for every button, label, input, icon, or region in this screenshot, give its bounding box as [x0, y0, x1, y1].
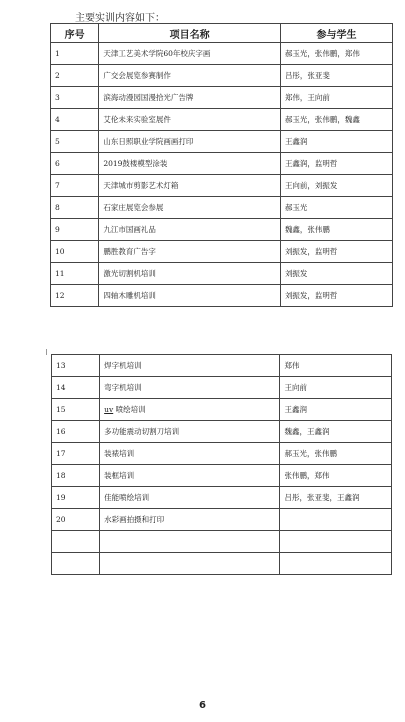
- cell-students: [280, 531, 392, 553]
- cell-students: 王向前，刘振发: [280, 175, 392, 197]
- table-row: [51, 65, 393, 87]
- table-row: [51, 263, 393, 285]
- cell-project-name: 山东日照职业学院画画打印: [99, 131, 281, 153]
- cell-students: 刘振发，监明哲: [280, 241, 392, 263]
- cell-index: 20: [52, 509, 100, 531]
- cell-index: 7: [51, 175, 99, 197]
- cell-index: 1: [51, 43, 99, 65]
- cell-students: 郝玉光，张伟鹏，郑伟: [280, 43, 392, 65]
- table-row: [52, 355, 392, 377]
- cell-project-name: 天津城市剪影艺术灯箱: [99, 175, 281, 197]
- cell-index: 3: [51, 87, 99, 109]
- cell-index: 18: [52, 465, 100, 487]
- table-row: [51, 197, 393, 219]
- cell-project-name: 滨海动漫园国漫拾光广告牌: [99, 87, 281, 109]
- table-row: [52, 421, 392, 443]
- page-break-mark: [46, 349, 47, 355]
- cell-index: [52, 531, 100, 553]
- cell-index: 8: [51, 197, 99, 219]
- table-row: [52, 399, 392, 421]
- cell-project-name: 佳能喷绘培训: [100, 487, 280, 509]
- cell-index: 14: [52, 377, 100, 399]
- cell-students: 郑伟: [280, 355, 392, 377]
- table-row: [52, 377, 392, 399]
- cell-students: [280, 553, 392, 575]
- cell-project-name: 激光切割机培训: [99, 263, 281, 285]
- table-row: [51, 219, 393, 241]
- cell-index: 10: [51, 241, 99, 263]
- cell-students: 王鑫润，监明哲: [280, 153, 392, 175]
- cell-index: 17: [52, 443, 100, 465]
- table2-body: [52, 355, 392, 575]
- cell-students: 郝玉光: [280, 197, 392, 219]
- table-row: [51, 109, 393, 131]
- cell-index: 4: [51, 109, 99, 131]
- cell-students: [280, 509, 392, 531]
- cell-project-name: 装框培训: [100, 465, 280, 487]
- table-row: [52, 443, 392, 465]
- table-row: [52, 509, 392, 531]
- cell-students: 郝玉光，张伟鹏: [280, 443, 392, 465]
- cell-index: [52, 553, 100, 575]
- intro-text: 主要实训内容如下：: [75, 13, 165, 24]
- cell-project-name: 水彩画拍摄和打印: [100, 509, 280, 531]
- cell-students: 郑伟，王向前: [280, 87, 392, 109]
- cell-students: 王鑫润: [280, 399, 392, 421]
- cell-index: 5: [51, 131, 99, 153]
- header-students: 参与学生: [280, 24, 392, 43]
- cell-students: 刘振发，监明哲: [280, 285, 392, 307]
- table-row: [51, 241, 393, 263]
- table-row: [52, 465, 392, 487]
- cell-students: 张伟鹏，郑伟: [280, 465, 392, 487]
- table-row: [51, 175, 393, 197]
- table-row: [52, 553, 392, 575]
- cell-project-name: 2019鼓楼模型涂装: [99, 153, 281, 175]
- cell-project-name: 鹏胜教育广告字: [99, 241, 281, 263]
- cell-project-name: 弯字机培训: [100, 377, 280, 399]
- page-number: 6: [199, 700, 206, 711]
- cell-index: 12: [51, 285, 99, 307]
- table-row: [52, 531, 392, 553]
- cell-project-name: 广交会展览参赛制作: [99, 65, 281, 87]
- table-row: [51, 153, 393, 175]
- cell-project-name: [100, 553, 280, 575]
- cell-project-name: 四轴木雕机培训: [99, 285, 281, 307]
- cell-students: 吕彤，张亚斐: [280, 65, 392, 87]
- table-row: [51, 87, 393, 109]
- cell-index: 6: [51, 153, 99, 175]
- training-table-part2: [51, 354, 392, 575]
- cell-index: 19: [52, 487, 100, 509]
- table-row: [51, 43, 393, 65]
- table1-body: [51, 43, 393, 307]
- cell-project-name: 天津工艺美术学院60年校庆字画: [99, 43, 281, 65]
- header-project-name: 项目名称: [99, 24, 281, 43]
- training-table-part1: [50, 23, 393, 307]
- cell-index: 13: [52, 355, 100, 377]
- table-header-row: [51, 24, 393, 43]
- table-row: [52, 487, 392, 509]
- cell-project-name: 石家庄展览会参展: [99, 197, 281, 219]
- cell-students: 郝玉光，张伟鹏，魏鑫: [280, 109, 392, 131]
- cell-index: 11: [51, 263, 99, 285]
- cell-project-name: uv 喷绘培训: [100, 399, 280, 421]
- cell-project-name: 装裱培训: [100, 443, 280, 465]
- cell-index: 16: [52, 421, 100, 443]
- cell-index: 15: [52, 399, 100, 421]
- cell-project-name: 艾伦未来实验室展件: [99, 109, 281, 131]
- cell-students: 魏鑫，王鑫润: [280, 421, 392, 443]
- cell-students: 魏鑫，张伟鹏: [280, 219, 392, 241]
- table-row: [51, 131, 393, 153]
- cell-students: 吕彤，张亚斐，王鑫润: [280, 487, 392, 509]
- cell-index: 2: [51, 65, 99, 87]
- header-index: 序号: [51, 24, 99, 43]
- cell-students: 王向前: [280, 377, 392, 399]
- table-row: [51, 285, 393, 307]
- cell-project-name: [100, 531, 280, 553]
- cell-project-name: 焊字机培训: [100, 355, 280, 377]
- cell-students: 王鑫润: [280, 131, 392, 153]
- cell-project-name: 多功能震动切割刀培训: [100, 421, 280, 443]
- cell-project-name: 九江市国画礼品: [99, 219, 281, 241]
- cell-students: 刘振发: [280, 263, 392, 285]
- cell-index: 9: [51, 219, 99, 241]
